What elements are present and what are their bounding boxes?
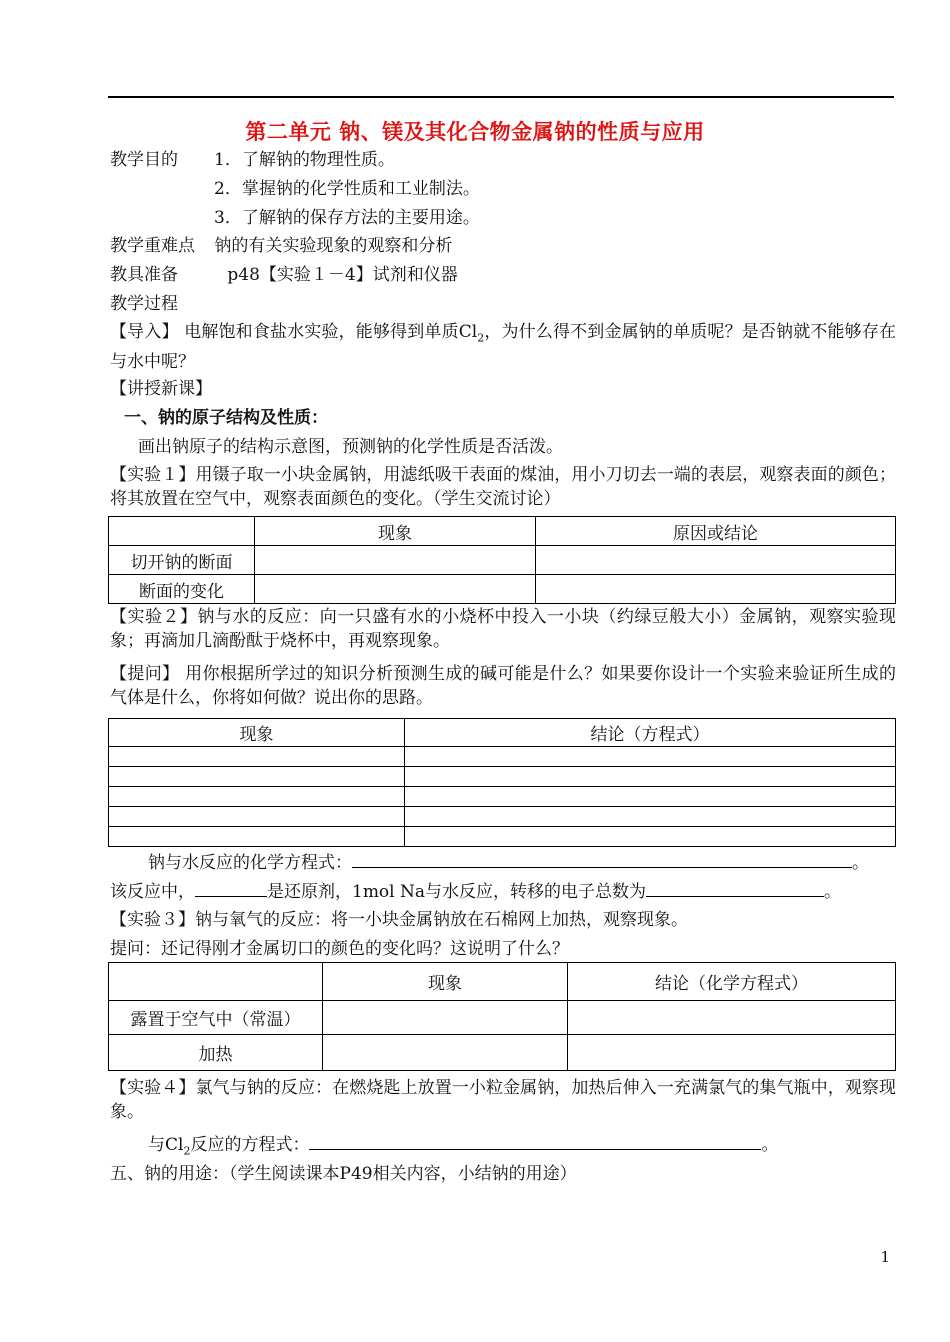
table-cell	[405, 807, 896, 827]
table-row-label: 露置于空气中（常温）	[109, 1001, 323, 1035]
table-cell	[536, 575, 896, 604]
objectives-row	[110, 148, 395, 172]
table-cell	[405, 767, 896, 787]
question2-text: 提问：还记得刚才金属切口的颜色的变化吗？这说明了什么？	[110, 939, 569, 959]
table-experiment1	[108, 516, 896, 604]
experiment4-text: 【实验４】氯气与钠的反应：在燃烧匙上放置一小粒金属钠，加热后伸入一充满氯气的集气瓶中，观察现象。	[110, 1078, 896, 1122]
section1-title: 一、钠的原子结构及性质：	[124, 408, 328, 428]
key-points-text: 钠的有关实验现象的观察和分析	[214, 236, 453, 256]
table-experiment2	[108, 718, 896, 847]
table-cell	[255, 546, 536, 575]
section5-text: 五、钠的用途：（学生阅读课本P49相关内容，小结钠的用途）	[110, 1164, 577, 1184]
process-label: 教学过程	[110, 294, 178, 314]
materials-row	[110, 263, 458, 287]
table-header: 现象	[255, 517, 536, 546]
answer-blank[interactable]	[309, 1133, 761, 1150]
objective-item: 1．了解钠的物理性质。	[214, 150, 395, 170]
intro-paragraph: 【导入】 电解饱和食盐水实验，能够得到单质$Cl_2$，为什么得不到金属钠的单质呢？是否钠就不能够存在与水中呢？	[110, 322, 896, 373]
table-row-label: 切开钠的断面	[109, 546, 255, 575]
table-header: 现象	[323, 963, 568, 1001]
section1-text: 画出钠原子的结构示意图，预测钠的化学性质是否活泼。	[138, 437, 563, 457]
experiment3-text: 【实验３】钠与氧气的反应：将一小块金属钠放在石棉网上加热，观察现象。	[110, 910, 688, 930]
table-row-label: 断面的变化	[109, 575, 255, 604]
table-cell	[109, 787, 405, 807]
key-points-label: 教学重难点	[110, 236, 195, 256]
answer-blank[interactable]	[352, 851, 852, 868]
header-rule	[108, 96, 894, 98]
table-cell	[536, 546, 896, 575]
table-cell	[323, 1035, 568, 1071]
table-cell	[568, 1035, 896, 1071]
key-points-row	[110, 234, 452, 258]
materials-text: p48【实验１－4】试剂和仪器	[227, 265, 458, 285]
table-cell	[405, 747, 896, 767]
page-title: 第二单元 钠、镁及其化合物金属钠的性质与应用	[245, 120, 705, 144]
objective-item: 2．掌握钠的化学性质和工业制法。	[214, 179, 480, 199]
materials-label: 教具准备	[110, 265, 178, 285]
page-number: 1	[880, 1248, 890, 1266]
table-header	[109, 963, 323, 1001]
answer-blank[interactable]	[646, 880, 824, 897]
objective-item: 3．了解钠的保存方法的主要用途。	[214, 208, 480, 228]
table-cell	[255, 575, 536, 604]
cl2-equation-line: 与$Cl_2$反应的方程式： 。	[148, 1135, 779, 1158]
table-cell	[109, 827, 405, 847]
experiment1-text: 【实验１】用镊子取一小块金属钠，用滤纸吸干表面的煤油，用小刀切去一端的表层，观察表面的颜色；将其放置在空气中，观察表面颜色的变化。（学生交流讨论）	[110, 465, 896, 509]
experiment2-text: 【实验２】钠与水的反应：向一只盛有水的小烧杯中投入一小块（约绿豆般大小）金属钠，观察实验现象；再滴加几滴酚酞于烧杯中，再观察现象。	[110, 607, 896, 651]
table-header: 原因或结论	[536, 517, 896, 546]
table-cell	[109, 807, 405, 827]
table-header: 结论（化学方程式）	[568, 963, 896, 1001]
table-cell	[405, 827, 896, 847]
table-cell	[405, 787, 896, 807]
answer-blank[interactable]	[195, 880, 267, 897]
reaction-line: 该反应中， 是还原剂，1mol Na与水反应，转移的电子总数为 。	[110, 882, 842, 902]
table-cell	[568, 1001, 896, 1035]
table-experiment3	[108, 962, 896, 1071]
objectives-label: 教学目的	[110, 150, 178, 170]
table-header: 结论（方程式）	[405, 719, 896, 747]
equation-line: 钠与水反应的化学方程式： 。	[148, 853, 869, 873]
table-header: 现象	[109, 719, 405, 747]
table-cell	[323, 1001, 568, 1035]
table-cell	[109, 767, 405, 787]
table-cell	[109, 747, 405, 767]
table-header	[109, 517, 255, 546]
question1-text: 【提问】 用你根据所学过的知识分析预测生成的碱可能是什么？如果要你设计一个实验来验证所生成的气体是什么，你将如何做？说出你的思路。	[110, 664, 896, 708]
table-row-label: 加热	[109, 1035, 323, 1071]
lecture-label: 【讲授新课】	[110, 379, 212, 399]
